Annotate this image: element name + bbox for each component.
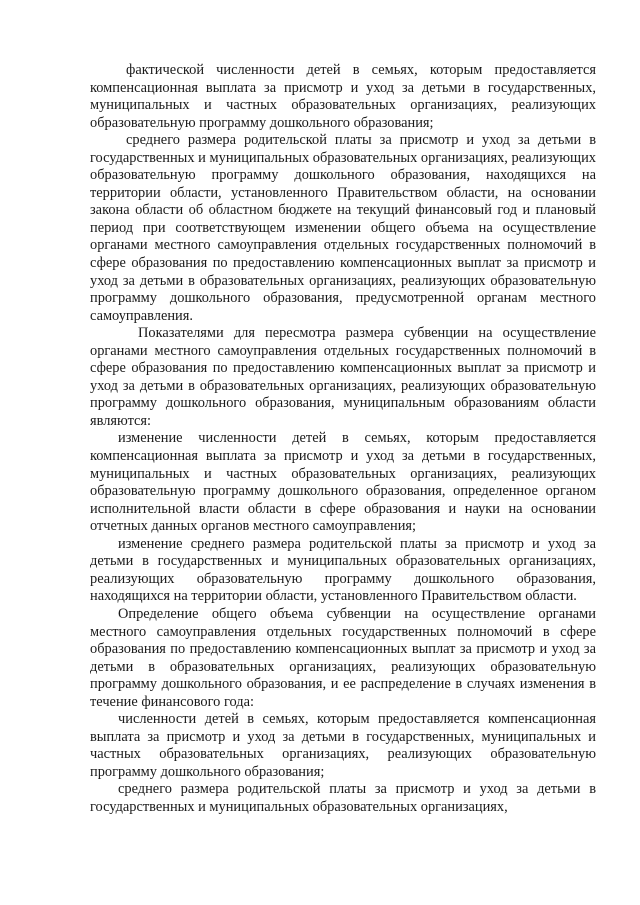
paragraph-subsidy-determination: Определение общего объема субвенции на осуществление органами местного самоуправления отдельных государственных полномочий в сфере образования по предоставлению компенсационных выплат за присмотр и уход за детьми в образовательных организациях, реализующих образовательную программу дошкольного образования, и ее распределение в случаях изменения в течение финансового года: xyxy=(90,605,596,710)
paragraph-change-average-fee: изменение среднего размера родительской платы за присмотр и уход за детьми в государственных и муниципальных образовательных организациях, реализующих образовательную программу дошкольного образования, находящихся на территории области, установленного Правительством области. xyxy=(90,535,596,605)
paragraph-average-fee-continued: среднего размера родительской платы за присмотр и уход за детьми в государственных и муниципальных образовательных организациях, xyxy=(90,781,596,815)
paragraph-actual-children-count: фактической численности детей в семьях, которым предоставляется компенсационная выплата за присмотр и уход за детьми в государственных, муниципальных и частных образовательных организациях, реализующих образовательную программу дошкольного образования; xyxy=(90,62,596,131)
paragraph-revision-indicators: Показателями для пересмотра размера субвенции на осуществление органами местного самоуправления отдельных государственных полномочий в сфере образования по предоставлению компенсационных выплат за присмотр и уход за детьми в образовательных организациях, реализующих образовательную программу дошкольного образования, муниципальным образованиям области являются: xyxy=(90,325,596,429)
paragraph-change-children-count: изменение численности детей в семьях, которым предоставляется компенсационная выплата за присмотр и уход за детьми в государственных, муниципальных и частных образовательных организациях, реализующих образовательную программу дошкольного образования, определенное органом исполнительной власти области в сфере образования и науки на основании отчетных данных органов местного самоуправления; xyxy=(90,430,596,535)
paragraph-children-count: численности детей в семьях, которым предоставляется компенсационная выплата за присмотр и уход за детьми в государственных, муниципальных и частных образовательных организациях, реализующих образовательную программу дошкольного образования; xyxy=(90,711,596,780)
paragraph-average-parent-fee: среднего размера родительской платы за присмотр и уход за детьми в государственных и муниципальных образовательных организациях, реализующих образовательную программу дошкольного образования, находящихся на территории области, установленного Правительством области, на основании закона области об областном бюджете на текущий финансовый год и плановый период при соответствующем изменении общего объема на осуществление органами местного самоуправления отдельных государственных полномочий в сфере образования по предоставлению компенсационных выплат за присмотр и уход за детьми в образовательных организациях, реализующих образовательную программу дошкольного образования, предусмотренной органам местного самоуправления. xyxy=(90,132,596,324)
